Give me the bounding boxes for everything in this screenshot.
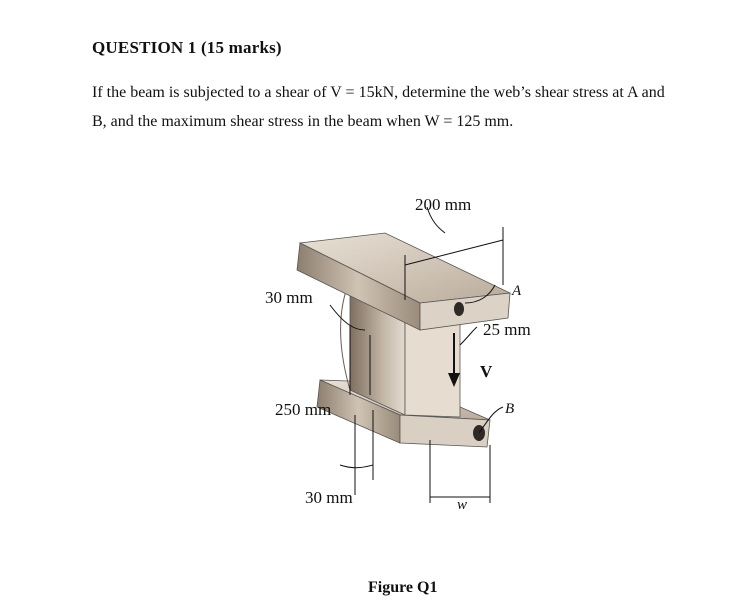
question-text-line-2: B, and the maximum shear stress in the beam when W = 125 mm.: [92, 113, 514, 130]
question-text-line-1: If the beam is subjected to a shear of V = 15kN, determine the web’s shear stress at A and: [92, 84, 665, 101]
label-point-a: A: [512, 283, 522, 299]
figure-caption: Figure Q1: [368, 579, 438, 596]
label-w: w: [457, 497, 468, 513]
question-heading: QUESTION 1 (15 marks): [92, 38, 282, 57]
label-top-width: 200 mm: [415, 195, 472, 214]
question-text: [92, 78, 732, 136]
top-flange: [297, 233, 510, 330]
label-point-b: B: [505, 401, 515, 417]
label-height: 250 mm: [275, 400, 332, 419]
label-bottom-flange: 30 mm: [305, 488, 353, 507]
label-flange-thickness: 30 mm: [265, 288, 313, 307]
beam-figure: [255, 185, 575, 515]
label-shear-v: V: [480, 362, 493, 381]
label-web-thickness: 25 mm: [483, 320, 531, 339]
